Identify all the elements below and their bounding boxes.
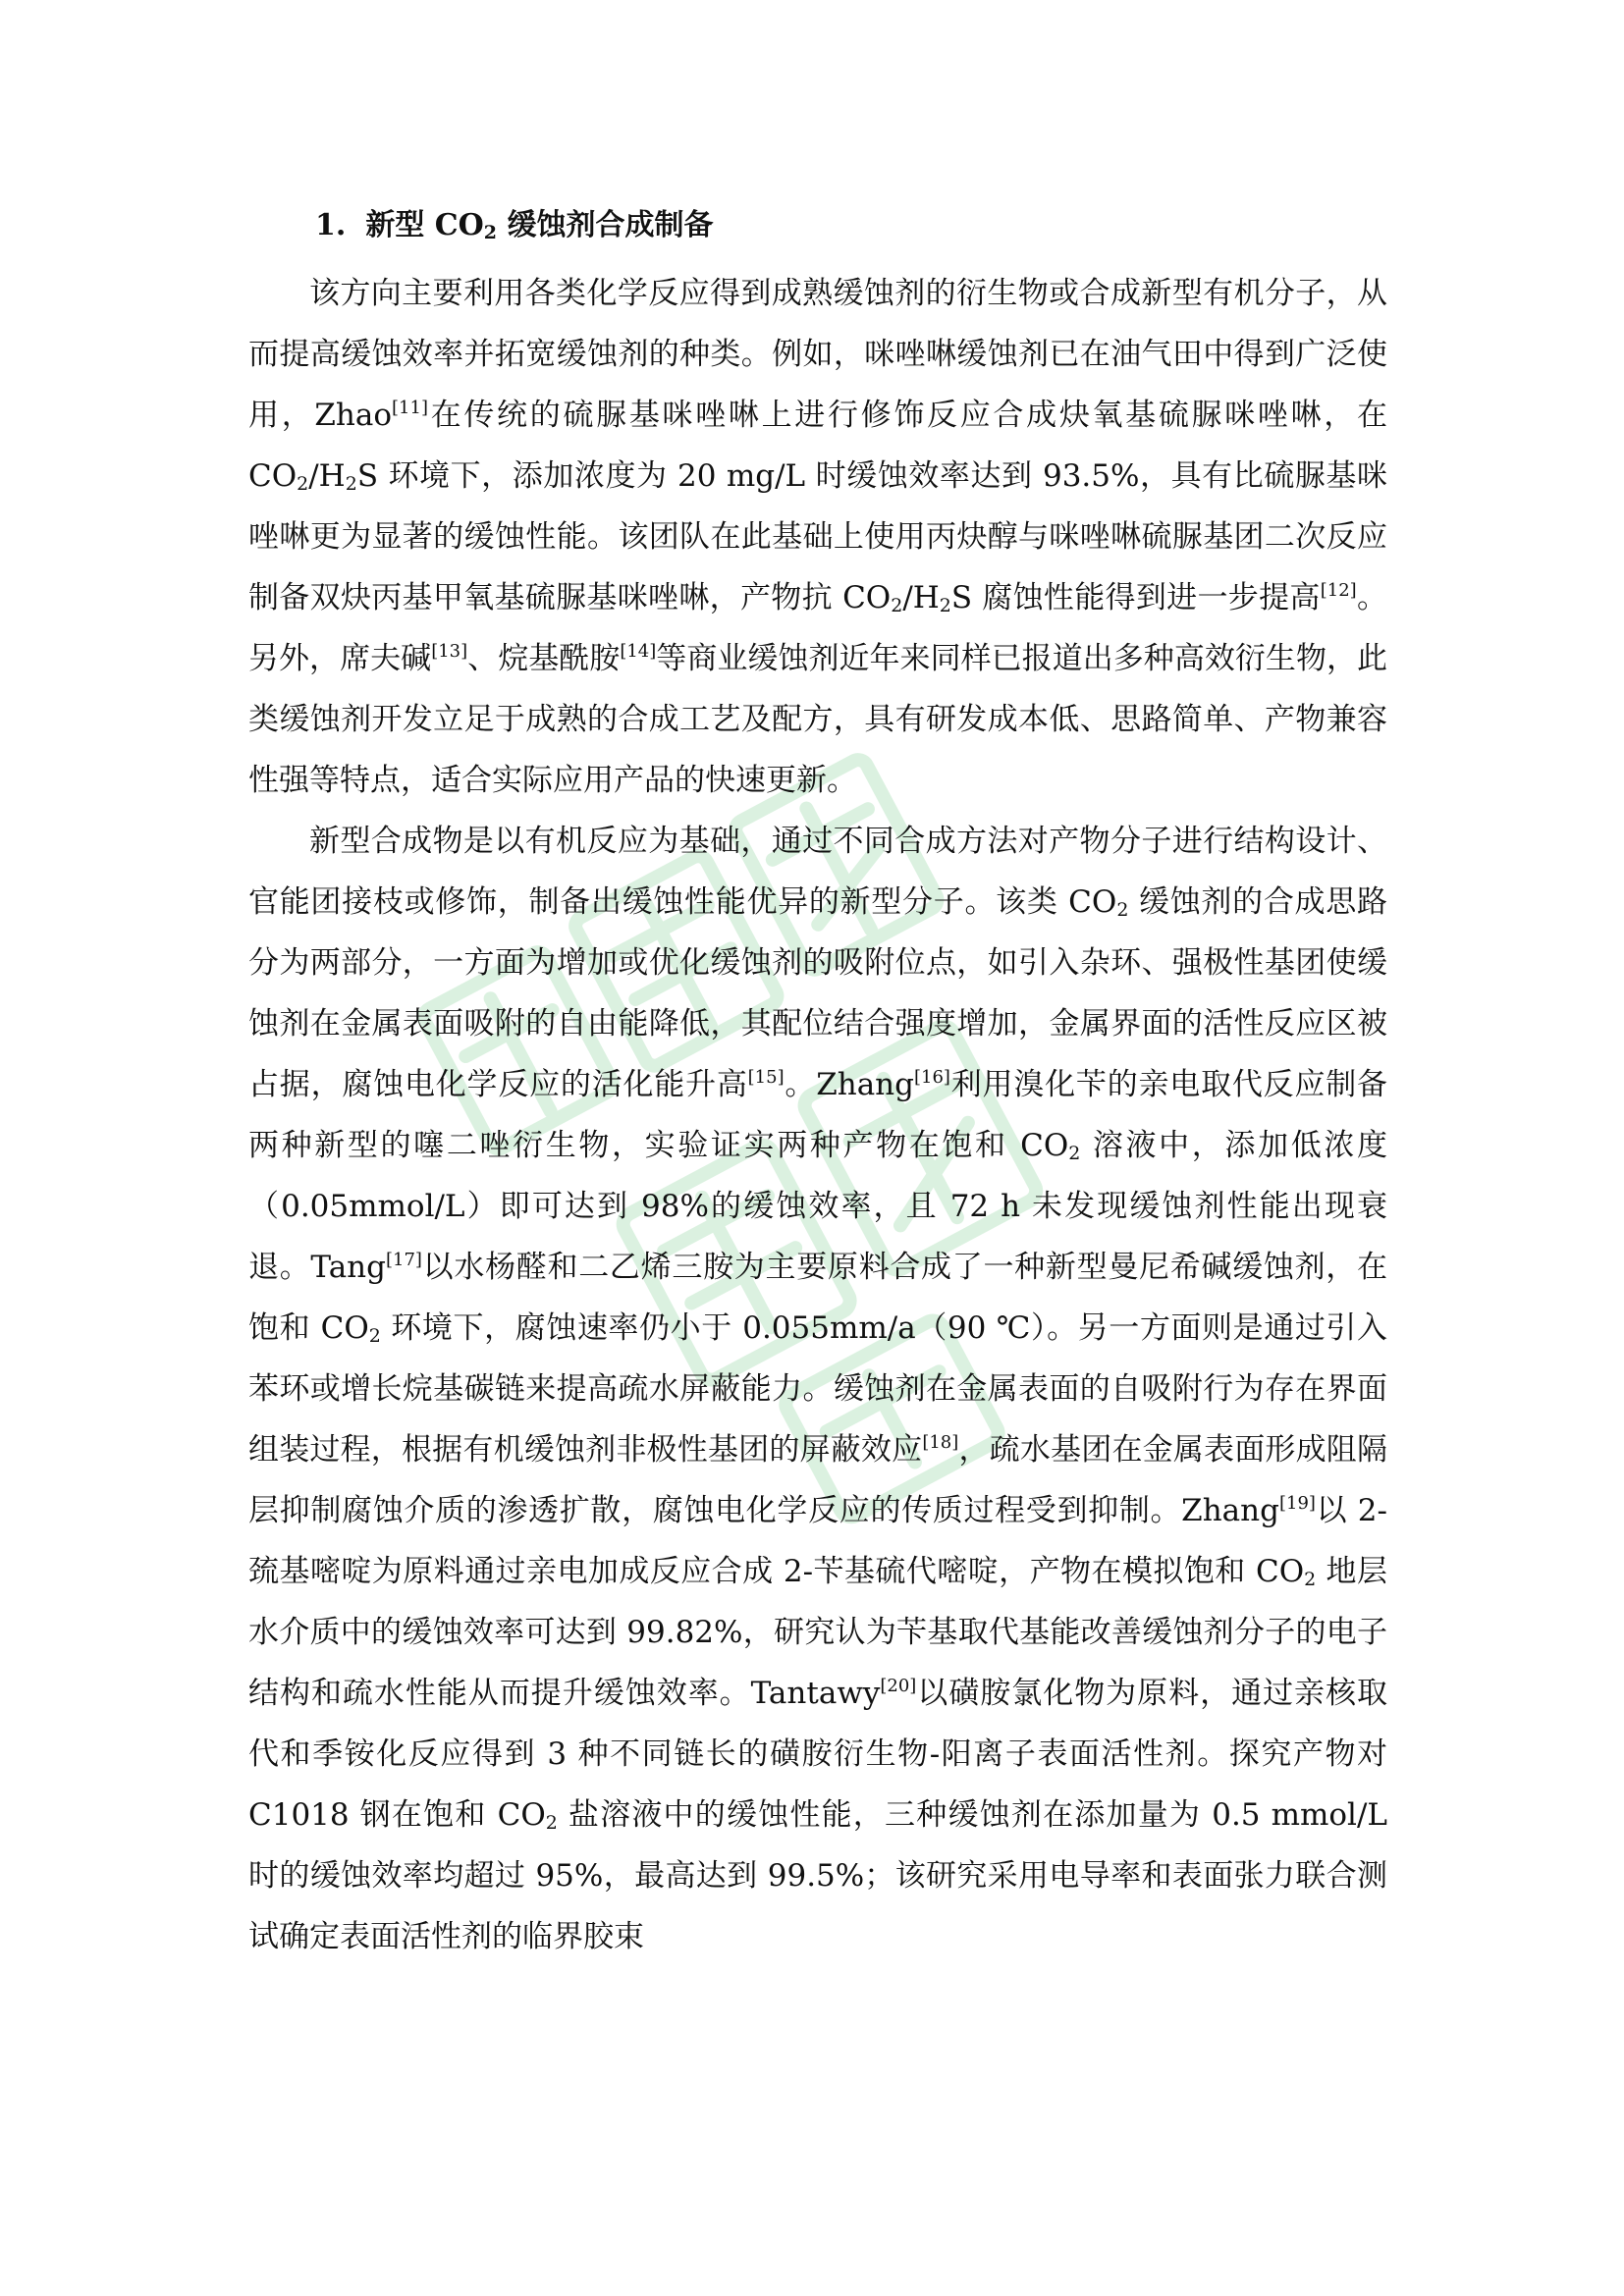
document-body — [248, 206, 1387, 1967]
paragraph-1: 该方向主要利用各类化学反应得到成熟缓蚀剂的衍生物或合成新型有机分子，从而提高缓蚀效率并拓宽缓蚀剂的种类。例如，咪唑啉缓蚀剂已在油气田中得到广泛使用，Zhao[11]在传统的硫脲基咪唑啉上进行修饰反应合成炔氧基硫脲咪唑啉，在 $CO_2/H_2S$ 环境下，添加浓度为 20 mg/L 时缓蚀效率达到 93.5%，具有比硫脲基咪唑啉更为显著的缓蚀性能。该团队在此基础上使用丙炔醇与咪唑啉硫脲基团二次反应制备双炔丙基甲氧基硫脲基咪唑啉，产物抗 $CO_2/H_2S$ 腐蚀性能得到进一步提高[12]。另外，席夫碱[13]、烷基酰胺[14]等商业缓蚀剂近年来同样已报道出多种高效衍生物，此类缓蚀剂开发立足于成熟的合成工艺及配方，具有研发成本低、思路简单、产物兼容性强等特点，适合实际应用产品的快速更新。 — [248, 276, 1388, 798]
section-number: 1. — [315, 208, 347, 242]
section-title: 新型 $CO_2$ 缓蚀剂合成制备 — [365, 208, 714, 243]
section-heading — [315, 206, 1387, 245]
paragraph-2: 新型合成物是以有机反应为基础，通过不同合成方法对产物分子进行结构设计、官能团接枝或修饰，制备出缓蚀性能优异的新型分子。该类 $CO_2$ 缓蚀剂的合成思路分为两部分，一方面为增加或优化缓蚀剂的吸附位点，如引入杂环、强极性基团使缓蚀剂在金属表面吸附的自由能降低，其配位结合强度增加，金属界面的活性反应区被占据，腐蚀电化学反应的活化能升高[15]。Zhang[16]利用溴化苄的亲电取代反应制备两种新型的噻二唑衍生物，实验证实两种产物在饱和 $CO_2$ 溶液中，添加低浓度（0.05mmol/L）即可达到 98%的缓蚀效率，且 72 h 未发现缓蚀剂性能出现衰退。Tang[17]以水杨醛和二乙烯三胺为主要原料合成了一种新型曼尼希碱缓蚀剂，在饱和 $CO_2$ 环境下，腐蚀速率仍小于 0.055mm/a（90 ℃）。另一方面则是通过引入苯环或增长烷基碳链来提高疏水屏蔽能力。缓蚀剂在金属表面的自吸附行为存在界面组装过程，根据有机缓蚀剂非极性基团的屏蔽效应[18]，疏水基团在金属表面形成阻隔层抑制腐蚀介质的渗透扩散，腐蚀电化学反应的传质过程受到抑制。Zhang[19]以 2-巯基嘧啶为原料通过亲电加成反应合成 2-苄基硫代嘧啶，产物在模拟饱和 $CO_2$ 地层水介质中的缓蚀效率可达到 99.82%，研究认为苄基取代基能改善缓蚀剂分子的电子结构和疏水性能从而提升缓蚀效率。Tantawy[20]以磺胺氯化物为原料，通过亲核取代和季铵化反应得到 3 种不同链长的磺胺衍生物-阳离子表面活性剂。探究产物对 C1018 钢在饱和 $CO_2$ 盐溶液中的缓蚀性能，三种缓蚀剂在添加量为 0.5 mmol/L 时的缓蚀效率均超过 95%，最高达到 99.5%；该研究采用电导率和表面张力联合测试确定表面活性剂的临界胶束 — [248, 824, 1388, 1954]
